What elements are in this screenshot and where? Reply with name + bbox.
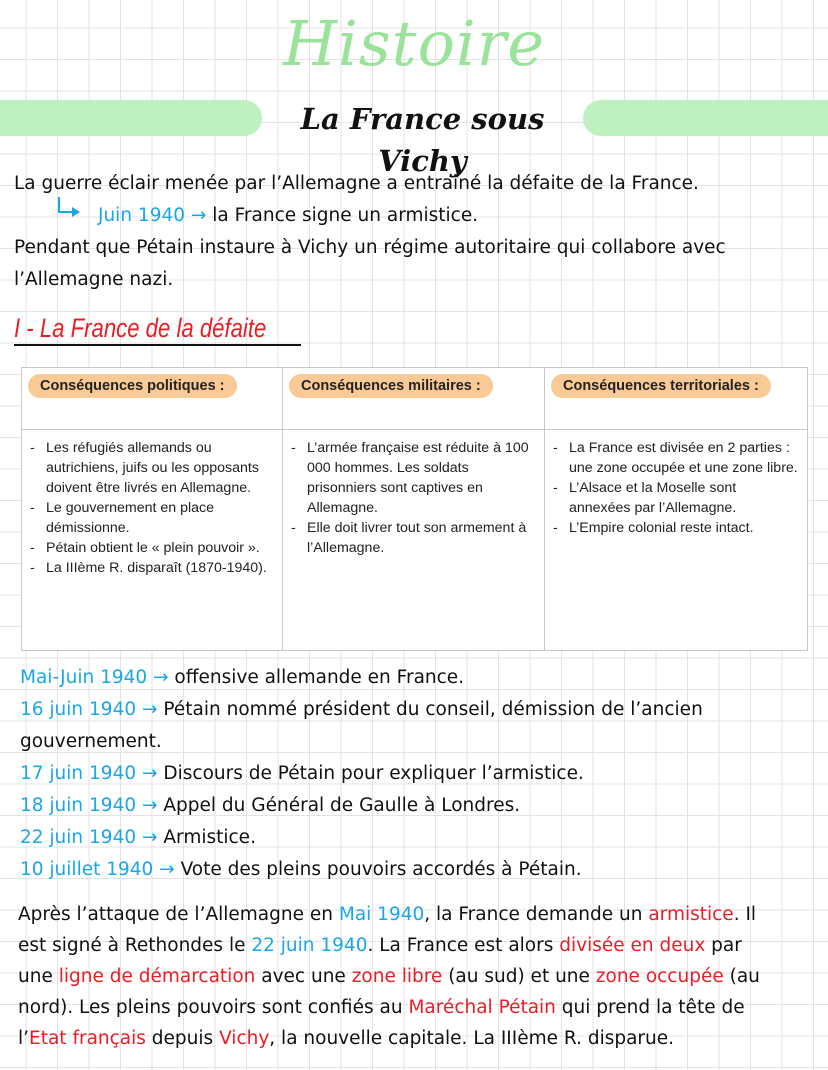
summary-date: 22 juin 1940 [251, 935, 368, 956]
page-subtitle: La France sous Vichy [300, 102, 545, 178]
summary-text: , la nouvelle capitale. La IIIème R. disparue. [269, 1028, 675, 1049]
list-item: - Les réfugiés allemands ou autrichiens, juifs ou les opposants doivent être livrés en Allemagne. [28, 438, 274, 498]
summary-text: avec une [255, 966, 352, 987]
list-item: - L’Alsace et la Moselle sont annexées par l’Allemagne. [551, 478, 799, 518]
list-item: - La France est divisée en 2 parties : une zone occupée et une zone libre. [551, 438, 799, 478]
intro-line-3: Pendant que Pétain instaure à Vichy un régime autoritaire qui collabore avec [14, 237, 726, 258]
list-item: - Elle doit livrer tout son armement à l’Allemagne. [289, 518, 536, 558]
military-list [289, 438, 536, 558]
summary-keyword: Vichy [219, 1028, 270, 1049]
header-pill-political: Conséquences politiques : [28, 374, 237, 398]
summary-keyword: armistice [648, 904, 734, 925]
timeline-item [20, 758, 584, 790]
timeline-item [20, 694, 703, 726]
list-item: - L’Empire colonial reste intact. [551, 518, 799, 538]
header-pill-territorial: Conséquences territoriales : [551, 374, 771, 398]
consequences-table [21, 367, 808, 651]
table-header-cell [545, 368, 808, 430]
summary-text: (au [723, 966, 760, 987]
timeline-item [20, 790, 520, 822]
intro-date: Juin 1940 → [98, 205, 207, 226]
timeline-date: 22 juin 1940 → [20, 827, 158, 848]
section-underline [14, 344, 301, 346]
summary-line-3 [18, 961, 760, 993]
summary-keyword: zone libre [351, 966, 443, 987]
summary-keyword: zone occupée [595, 966, 724, 987]
summary-keyword: ligne de démarcation [58, 966, 256, 987]
summary-keyword: divisée en deux [559, 935, 706, 956]
page-title: Histoire [282, 7, 546, 80]
timeline-item [20, 822, 256, 854]
summary-text: par [705, 935, 742, 956]
summary-text: est signé à Rethondes le [18, 935, 252, 956]
summary-text: une [18, 966, 59, 987]
intro-line-2 [98, 200, 478, 232]
summary-text: (au sud) et une [442, 966, 596, 987]
summary-line-1 [18, 899, 756, 931]
timeline-date: Mai-Juin 1940 → [20, 667, 169, 688]
summary-text: . La France est alors [367, 935, 560, 956]
table-header-cell [283, 368, 545, 430]
summary-date: Mai 1940 [338, 904, 425, 925]
summary-line-5 [18, 1023, 674, 1055]
timeline-text: offensive allemande en France. [168, 667, 465, 688]
summary-line-2 [18, 930, 742, 962]
timeline-text: Appel du Général de Gaulle à Londres. [157, 795, 521, 816]
summary-text: , la France demande un [424, 904, 649, 925]
table-header-cell [22, 368, 283, 430]
timeline-text: Armistice. [157, 827, 256, 848]
list-item: - Le gouvernement en place démissionne. [28, 498, 274, 538]
political-list [28, 438, 274, 578]
summary-keyword: Etat français [29, 1028, 146, 1049]
timeline-text: Pétain nommé président du conseil, démission de l’ancien [157, 699, 703, 720]
header-pill-military: Conséquences militaires : [289, 374, 493, 398]
summary-text: nord). Les pleins pouvoirs sont confiés au [18, 997, 409, 1018]
timeline-date: 17 juin 1940 → [20, 763, 158, 784]
intro-line-2-text: la France signe un armistice. [206, 205, 479, 226]
summary-text: qui prend la tête de [555, 997, 745, 1018]
summary-text: . Il [733, 904, 757, 925]
summary-line-4 [18, 992, 745, 1024]
summary-text: l’ [18, 1028, 30, 1049]
summary-text: Après l’attaque de l’Allemagne en [18, 904, 339, 925]
table-header-row [22, 368, 808, 430]
territorial-cell [545, 430, 808, 651]
list-item: - L’armée française est réduite à 100 000 hommes. Les soldats prisonniers sont captives en Allemagne. [289, 438, 536, 518]
military-cell [283, 430, 545, 651]
title-band-left [0, 100, 262, 136]
intro-line-1: La guerre éclair menée par l’Allemagne a entraîné la défaite de la France. [14, 173, 699, 194]
title-band-right [583, 100, 828, 136]
political-cell [22, 430, 283, 651]
timeline-date: 16 juin 1940 → [20, 699, 158, 720]
timeline-item-continued: gouvernement. [20, 731, 162, 752]
intro-line-4: l’Allemagne nazi. [14, 269, 174, 290]
summary-text: depuis [145, 1028, 220, 1049]
timeline-item [20, 854, 582, 886]
summary-keyword: Maréchal Pétain [408, 997, 556, 1018]
timeline-text: Discours de Pétain pour expliquer l’armistice. [157, 763, 584, 784]
timeline-item [20, 662, 464, 694]
section-heading: I - La France de la défaite [14, 313, 267, 343]
territorial-list [551, 438, 799, 538]
timeline-date: 18 juin 1940 → [20, 795, 158, 816]
list-item: - La IIIème R. disparaît (1870-1940). [28, 558, 274, 578]
timeline-date: 10 juillet 1940 → [20, 859, 175, 880]
list-item: - Pétain obtient le « plein pouvoir ». [28, 538, 274, 558]
timeline-text: Vote des pleins pouvoirs accordés à Pétain. [174, 859, 582, 880]
return-arrow-icon [58, 197, 74, 213]
table-row [22, 430, 808, 651]
